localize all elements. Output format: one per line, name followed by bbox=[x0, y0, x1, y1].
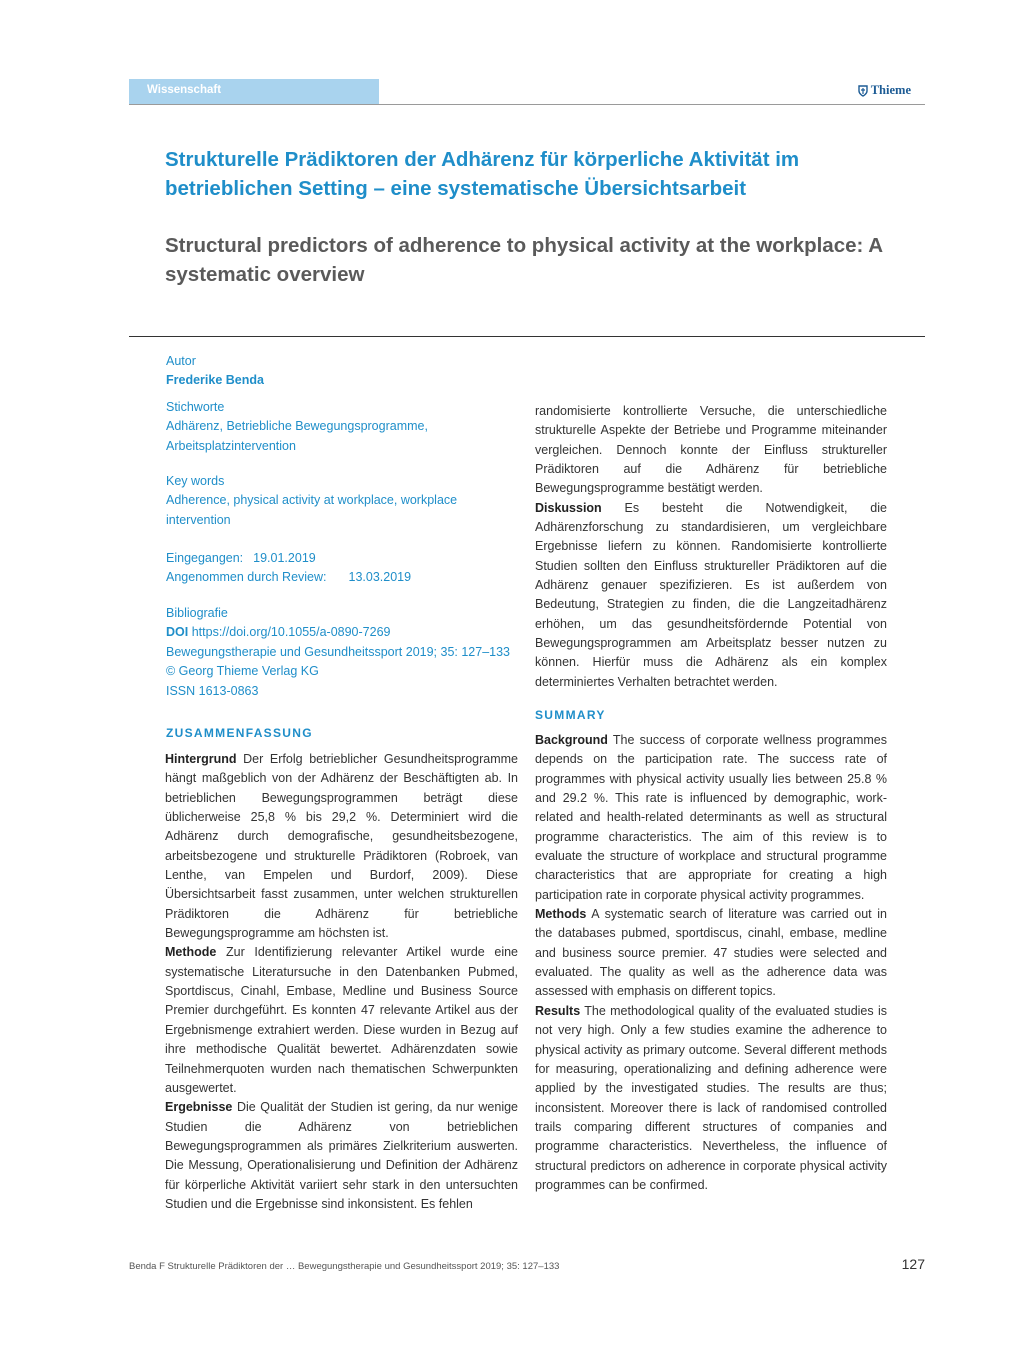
thieme-crest-icon bbox=[858, 85, 868, 97]
methode-text: Zur Identifizierung relevanter Artikel wurde eine systematische Literatursuche in den Datenbanken Pubmed, Sportdiscus, Cinahl, Embase, Medline und Business Source Premier durchgeführt. Es konnten 47 relevante Artikel aus der Ergebnismenge extrahiert werden. Diese wurden in Bezug auf ihre methodische Qualität bewertet. Adhärenzdaten sowie Teilnehmerquoten wurden nach thematischen Schwerpunkten ausgewertet. bbox=[165, 945, 518, 1095]
title-divider bbox=[129, 336, 925, 337]
keywords-label: Key words bbox=[166, 474, 225, 488]
stichworte-block bbox=[166, 398, 466, 456]
journal-citation: Bewegungstherapie und Gesundheitssport 2019; 35: 127–133 bbox=[166, 644, 511, 659]
publisher-logo bbox=[858, 83, 911, 98]
hintergrund-paragraph bbox=[165, 750, 518, 943]
diskussion-paragraph bbox=[535, 499, 887, 692]
section-label: Wissenschaft bbox=[147, 84, 222, 96]
hintergrund-label: Hintergrund bbox=[165, 752, 237, 766]
author-name[interactable]: Frederike Benda bbox=[166, 373, 264, 388]
results-text: The methodological quality of the evaluated studies is not very high. Only a few studies examine the adherence to physical activity as primary outcome. Several different methods for measuring, operationalizing and defining adherence were applied by the investigated studies. The results are thus; inconsistent. Moreover there is lack of randomised controlled trails comparing different structures of companies and programme characteristics. Nevertheless, the influence of structural predictors on adherence in corporate physical activity programmes can be confirmed. bbox=[535, 1003, 887, 1192]
methode-label: Methode bbox=[165, 945, 217, 960]
ergebnisse-paragraph bbox=[165, 1098, 518, 1214]
publisher-name: Thieme bbox=[870, 83, 911, 97]
doi-label: DOI bbox=[166, 625, 189, 640]
zusammenfassung-left-column bbox=[165, 750, 518, 1214]
summary-heading: SUMMARY bbox=[535, 708, 606, 722]
hintergrund-text: Der Erfolg betrieblicher Gesundheitsprogramme hängt maßgeblich von der Adhärenz der Beschäftigten ab. In betrieblichen Bewegungsprogrammen beträgt diese üblicherweise 25,8 % bis 29,2 %. Determiniert wird die Adhärenz durch demografische, gesundheitsbezogene, arbeitsbezogene und strukturelle Prädiktoren (Robroek, van Lenthe, van Empelen und Burdorf, 2009). Diese Übersichtsarbeit fasst zusammen, unter welchen strukturellen Prädiktoren die Adhärenz für betriebliche Bewegungsprogramme am höchsten ist. bbox=[165, 752, 518, 941]
zusammenfassung-heading: ZUSAMMENFASSUNG bbox=[166, 726, 313, 740]
bibliography-label: Bibliografie bbox=[166, 606, 228, 620]
page-number: 127 bbox=[901, 1256, 925, 1272]
background-paragraph bbox=[535, 731, 887, 905]
ergebnisse-text: Die Qualität der Studien ist gering, da nur wenige Studien die Adhärenz von betrieblichen Bewegungsprogrammen als primäres Zielkriterium auswerten. Die Messung, Operationalisierung und Definition der Adhärenz für körperliche Aktivität variiert sehr stark in den untersuchten Studien und die Ergebnisse sind inkonsistent. Es fehlen bbox=[165, 1100, 518, 1211]
keywords-block bbox=[166, 472, 486, 530]
accepted-label: Angenommen durch Review: bbox=[166, 570, 327, 585]
author-label: Autor bbox=[166, 354, 196, 368]
results-paragraph bbox=[535, 1002, 887, 1195]
background-text: The success of corporate wellness programmes depends on the participation rate. The success rate of programmes with physical activity usually lies between 25.8 % and 29.2 %. This rate is influenced by demographic, work-related and health-related determinants as well as structural programme characteristics. The aim of this review is to evaluate the structure of workplace and structural programme characteristics that are appropriate for creating a high participation rate in corporate physical activity programmes. bbox=[535, 733, 887, 902]
doi-link[interactable]: https://doi.org/10.1055/a-0890-7269 bbox=[191, 625, 391, 640]
author-block bbox=[166, 352, 526, 391]
methods-label: Methods bbox=[535, 907, 587, 922]
methods-paragraph bbox=[535, 905, 887, 1002]
issn-line: ISSN 1613-0863 bbox=[166, 683, 259, 698]
methods-text: A systematic search of literature was carried out in the databases pubmed, sportdiscus, cinahl, embase, medline and business source premier. 47 studies were selected and evaluated. The quality as well as the adherence data was assessed with emphasis on different topics. bbox=[535, 907, 887, 999]
received-label: Eingegangen: bbox=[166, 551, 244, 565]
section-label-bar bbox=[129, 79, 379, 105]
keywords-text: Adherence, physical activity at workplace, workplace intervention bbox=[166, 493, 458, 527]
received-date: 19.01.2019 bbox=[253, 551, 316, 565]
bibliography-block bbox=[166, 604, 526, 701]
ergebnisse-label: Ergebnisse bbox=[165, 1100, 233, 1115]
zusammenfassung-right-column bbox=[535, 402, 887, 692]
stichworte-text: Adhärenz, Betriebliche Bewegungsprogramme, Arbeitsplatzintervention bbox=[166, 419, 428, 453]
results-label: Results bbox=[535, 1003, 581, 1018]
accepted-date: 13.03.2019 bbox=[348, 570, 412, 585]
methode-paragraph bbox=[165, 943, 518, 1098]
dates-block bbox=[166, 549, 526, 588]
doi-row bbox=[166, 623, 526, 642]
stichworte-label: Stichworte bbox=[166, 400, 225, 414]
background-label: Background bbox=[535, 733, 608, 747]
received-row bbox=[166, 549, 526, 568]
accepted-row bbox=[166, 568, 526, 587]
footer-citation: Benda F Strukturelle Prädiktoren der … Bewegungstherapie und Gesundheitssport 2019; 35: 127–133 bbox=[129, 1261, 560, 1272]
diskussion-label: Diskussion bbox=[535, 500, 602, 515]
title-english: Structural predictors of adherence to physical activity at the workplace: A systematic overview bbox=[165, 234, 883, 286]
ergebnisse-continued: randomisierte kontrollierte Versuche, die unterschiedliche strukturelle Aspekte der Betriebe und Programme miteinander vergleichen. Dennoch konnte der Einfluss struktureller Prädiktoren auf die Adhärenz für betriebliche Bewegungsprogramme bestätigt werden. bbox=[535, 404, 887, 496]
header-divider bbox=[129, 104, 925, 105]
copyright-line: © Georg Thieme Verlag KG bbox=[166, 664, 319, 679]
diskussion-text: Es besteht die Notwendigkeit, die Adhärenzforschung zu standardisieren, um vergleichbare Ergebnisse liefern zu können. Randomisierte kontrollierte Studien sollten den Einfluss struktureller Prädiktoren auf die Adhärenz genauer spezifizieren. Es ist außerdem von Bedeutung, Strategien zu finden, die die Langzeitadhärenz erhöhen, um das gesundheitsfördernde Potential von Bewegungsprogrammen am Arbeitsplatz besser nutzen zu können. Hierfür muss die Adhärenz als ein komplex determiniertes Verhalten betrachtet werden. bbox=[535, 500, 887, 689]
summary-column bbox=[535, 731, 887, 1195]
title-german: Strukturelle Prädiktoren der Adhärenz für körperliche Aktivität im betrieblichen Setting – eine systematische Übersichtsarbeit bbox=[165, 148, 800, 200]
